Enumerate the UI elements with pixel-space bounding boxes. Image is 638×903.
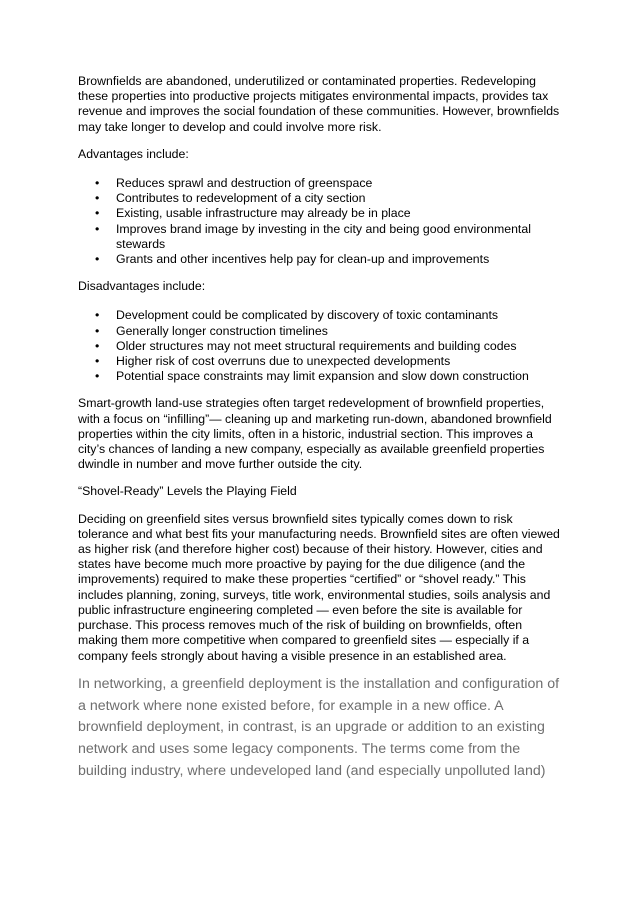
list-item-text: Development could be complicated by discovery of toxic contaminants: [116, 308, 499, 323]
list-item: [95, 338, 563, 354]
list-item-text: Reduces sprawl and destruction of greenspace: [116, 176, 373, 191]
list-item: [95, 191, 563, 206]
list-item-text: Improves brand image by investing in the city and being good environmental stewards: [116, 221, 531, 251]
list-item-text: Grants and other incentives help pay for clean-up and improvements: [116, 252, 490, 267]
list-item: [95, 369, 563, 384]
document-page: [78, 74, 563, 783]
bullet-icon: •: [95, 308, 100, 323]
deciding-paragraph: Deciding on greenfield sites versus brownfield sites typically comes down to risk tolerance and what best fits your manufacturing needs. Brownfield sites are often viewed as higher risk (and therefore higher cost) because of their history. However, cities and states have become much more proactive by paying for the due diligence (and the improvements) required to make these properties “certified” or “shovel ready.” This includes planning, zoning, surveys, title work, environmental studies, soils analysis and public infrastructure engineering completed — even before the site is available for purchase. This process removes much of the risk of building on brownfields, often making them more competitive when compared to greenfield sites — especially if a company feels strongly about having a visible presence in an established area.: [78, 511, 560, 663]
advantages-heading: Advantages include:: [78, 146, 189, 161]
intro-paragraph: Brownfields are abandoned, underutilized or contaminated properties. Redeveloping these properties into productive projects mitigates environmental impacts, provides tax revenue and improves the social foundation of these communities. However, brownfields may take longer to develop and could involve more risk.: [78, 74, 560, 134]
bullet-icon: •: [95, 323, 100, 338]
bullet-icon: •: [95, 252, 100, 267]
list-item: [95, 323, 563, 339]
list-item-text: Higher risk of cost overruns due to unexpected developments: [116, 354, 451, 369]
disadvantages-list: [78, 308, 563, 384]
bullet-icon: •: [95, 176, 100, 191]
list-item-text: Older structures may not meet structural requirements and building codes: [116, 338, 517, 353]
bullet-icon: •: [95, 206, 100, 221]
shovel-ready-heading: “Shovel-Ready” Levels the Playing Field: [78, 484, 297, 499]
list-item: [95, 206, 563, 221]
bullet-icon: •: [95, 354, 100, 369]
bullet-icon: •: [95, 191, 100, 206]
list-item: [95, 354, 563, 369]
list-item-text: Potential space constraints may limit expansion and slow down construction: [116, 369, 529, 384]
smart-growth-paragraph: Smart-growth land-use strategies often target redevelopment of brownfield properties, with a focus on “infilling”— cleaning up and marketing run-down, abandoned brownfield properties within the city limits, often in a historic, industrial section. This improves a city’s chances of landing a new company, especially as available greenfield properties dwindle in number and move further outside the city.: [78, 396, 552, 472]
list-item-text: Contributes to redevelopment of a city section: [116, 191, 366, 206]
list-item: [95, 308, 563, 323]
bullet-icon: •: [95, 221, 100, 236]
advantages-list: [78, 176, 563, 267]
list-item-text: Generally longer construction timelines: [116, 323, 328, 338]
list-item: [95, 221, 563, 252]
list-item-text: Existing, usable infrastructure may already be in place: [116, 206, 411, 221]
networking-paragraph: In networking, a greenfield deployment is the installation and configuration of a network where none existed before, for example in a new office. A brownfield deployment, in contrast, is an upgrade or addition to an existing network and uses some legacy components. The terms come from the building industry, where undeveloped land (and especially unpolluted land): [78, 675, 560, 779]
bullet-icon: •: [95, 338, 100, 353]
list-item: [95, 176, 563, 191]
list-item: [95, 252, 563, 267]
bullet-icon: •: [95, 369, 100, 384]
disadvantages-heading: Disadvantages include:: [78, 279, 206, 294]
